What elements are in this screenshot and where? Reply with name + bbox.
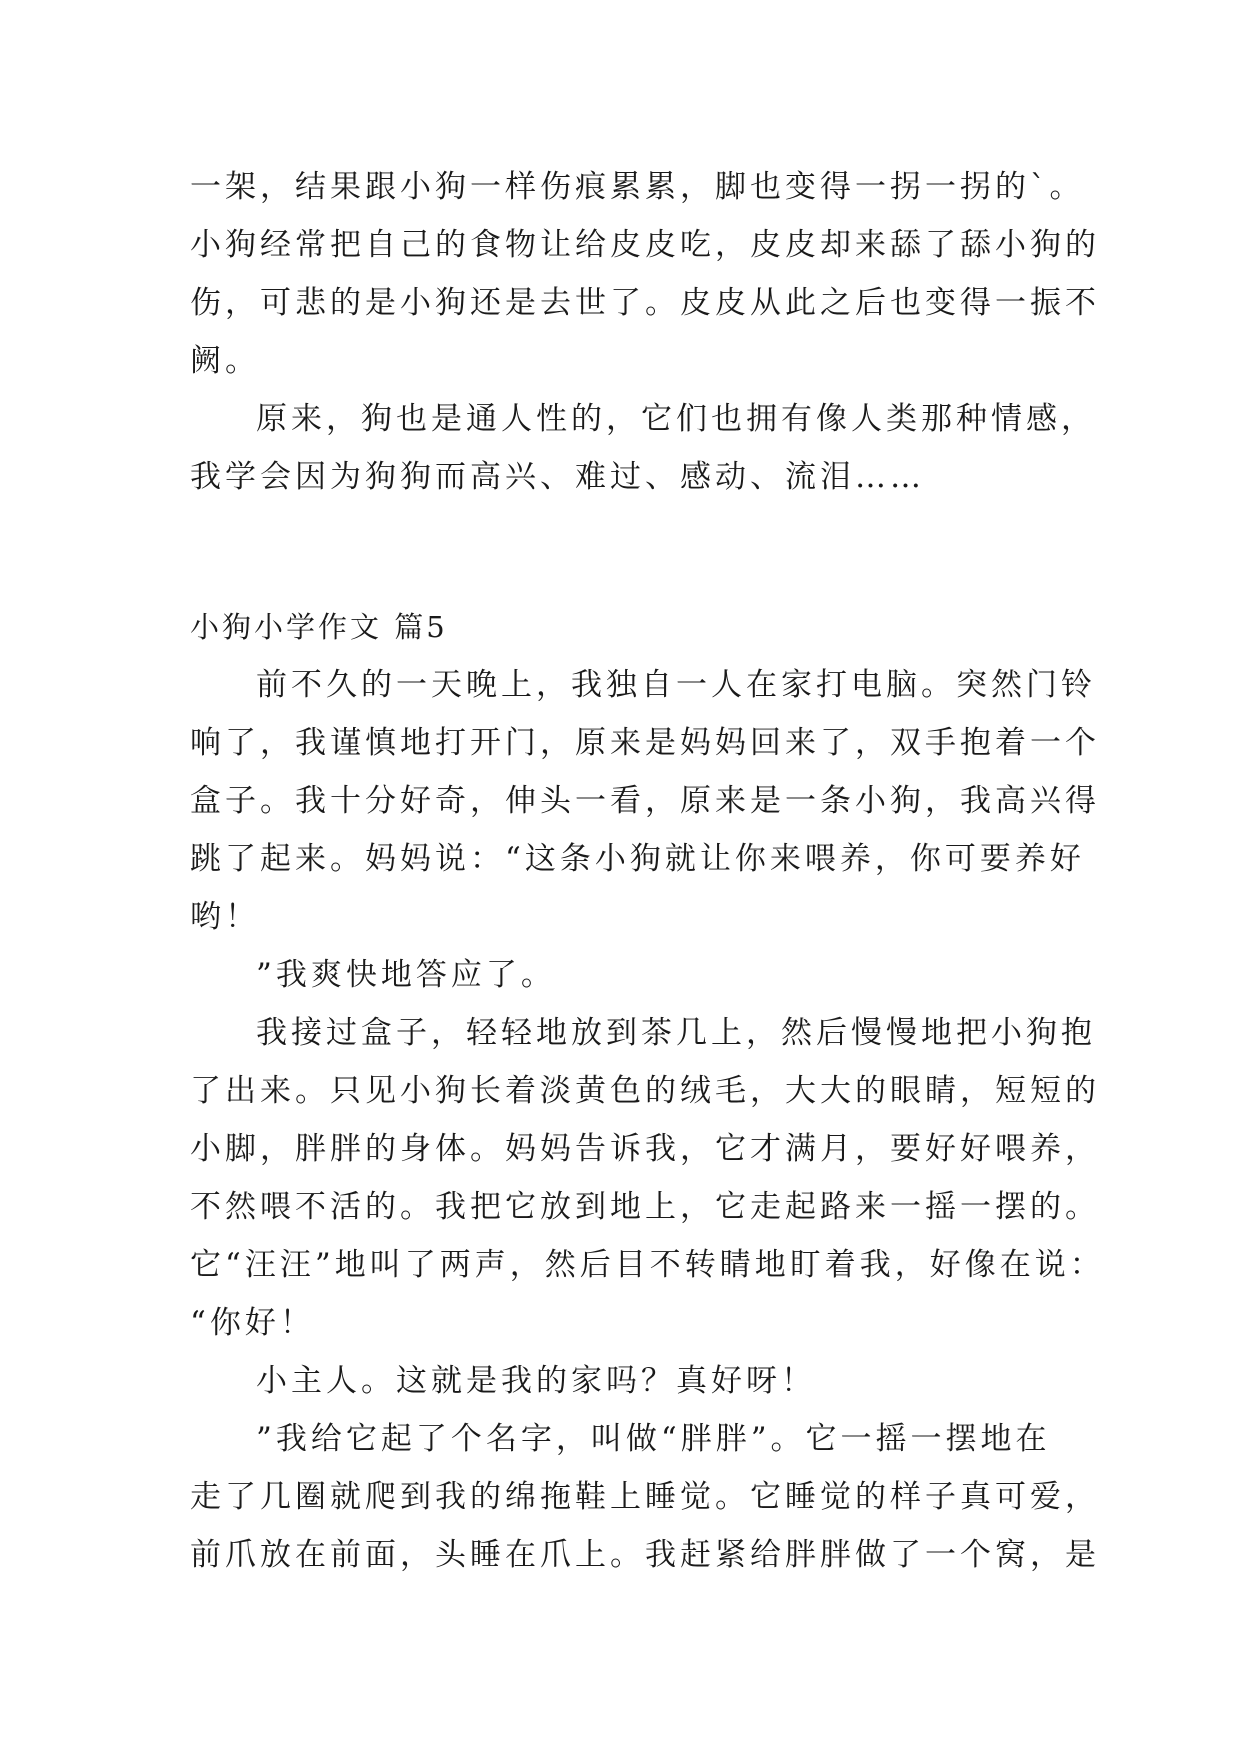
text-line: 跳了起来。妈妈说：“这条小狗就让你来喂养，你可要养好 bbox=[190, 841, 1085, 877]
paragraph bbox=[190, 656, 1100, 946]
text-line: 了出来。只见小狗长着淡黄色的绒毛，大大的眼睛，短短的 bbox=[190, 1073, 1100, 1109]
section-heading: 小狗小学作文 篇5 bbox=[190, 610, 448, 644]
text-line: 响了，我谨慎地打开门，原来是妈妈回来了，双手抱着一个 bbox=[190, 725, 1100, 761]
text-line: 走了几圈就爬到我的绵拖鞋上睡觉。它睡觉的样子真可爱， bbox=[190, 1479, 1100, 1515]
text-line: 前爪放在前面，头睡在爪上。我赶紧给胖胖做了一个窝，是 bbox=[190, 1537, 1100, 1573]
document-page bbox=[190, 158, 1105, 1584]
text-line: 它“汪汪”地叫了两声，然后目不转睛地盯着我，好像在说： bbox=[190, 1247, 1105, 1283]
text-line: 我学会因为狗狗而高兴、难过、感动、流泪…… bbox=[190, 459, 925, 495]
paragraph bbox=[190, 390, 1096, 506]
paragraph: ”我爽快地答应了。 bbox=[256, 957, 556, 993]
text-line: 不然喂不活的。我把它放到地上，它走起路来一摇一摆的。 bbox=[190, 1189, 1100, 1225]
text-line: 小脚，胖胖的身体。妈妈告诉我，它才满月，要好好喂养， bbox=[190, 1131, 1100, 1167]
paragraph-continued bbox=[190, 158, 1100, 390]
paragraph bbox=[190, 1004, 1105, 1352]
text-line: 我接过盒子，轻轻地放到茶几上，然后慢慢地把小狗抱 bbox=[256, 1015, 1096, 1051]
text-line: 前不久的一天晚上，我独自一人在家打电脑。突然门铃 bbox=[256, 667, 1096, 703]
text-line: “你好！ bbox=[190, 1305, 315, 1341]
text-line: 小狗经常把自己的食物让给皮皮吃，皮皮却来舔了舔小狗的 bbox=[190, 227, 1100, 263]
text-line: 盒子。我十分好奇，伸头一看，原来是一条小狗，我高兴得 bbox=[190, 783, 1100, 819]
paragraph: 小主人。这就是我的家吗？真好呀！ bbox=[256, 1363, 816, 1399]
paragraph bbox=[190, 1410, 1100, 1584]
text-line: ”我给它起了个名字，叫做“胖胖”。它一摇一摆地在 bbox=[256, 1421, 1051, 1457]
text-line: 阙。 bbox=[190, 343, 260, 379]
text-line: 原来，狗也是通人性的，它们也拥有像人类那种情感， bbox=[256, 401, 1096, 437]
text-line: 一架，结果跟小狗一样伤痕累累，脚也变得一拐一拐的`。 bbox=[190, 169, 1085, 205]
text-line: 哟！ bbox=[190, 899, 260, 935]
text-line: 伤，可悲的是小狗还是去世了。皮皮从此之后也变得一振不 bbox=[190, 285, 1100, 321]
